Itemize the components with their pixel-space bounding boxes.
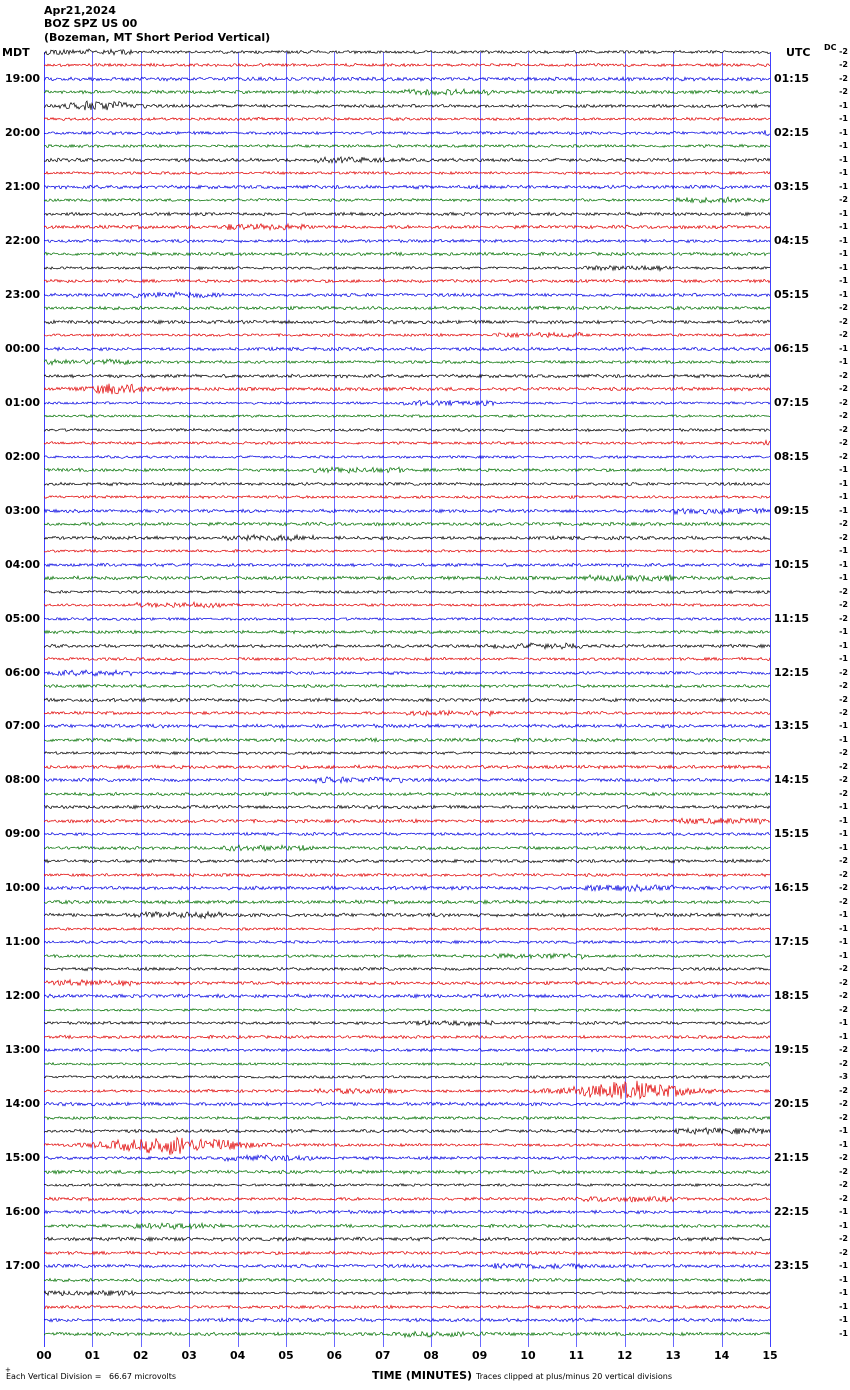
dc-value-label: -1 <box>839 1328 848 1338</box>
dc-value-label: -1 <box>839 1301 848 1311</box>
dc-value-label: -2 <box>839 600 848 610</box>
right-time-label: 19:15 <box>774 1043 810 1057</box>
right-time-label: 01:15 <box>774 71 810 85</box>
left-time-label: 04:00 <box>4 557 40 571</box>
x-axis-ticks <box>36 1349 778 1363</box>
x-tick-label: 08 <box>423 1349 439 1362</box>
dc-value-label: -1 <box>839 923 848 933</box>
dc-value-label: -1 <box>839 505 848 515</box>
right-time-label: 02:15 <box>774 125 810 139</box>
dc-value-label: -1 <box>839 842 848 852</box>
dc-value-label: -1 <box>839 815 848 825</box>
dc-value-label: -2 <box>839 1180 848 1190</box>
right-time-label: 11:15 <box>774 611 810 625</box>
dc-value-label: -2 <box>839 1085 848 1095</box>
x-tick-label: 07 <box>375 1349 391 1362</box>
dc-value-label: -2 <box>839 1153 848 1163</box>
dc-value-label: -2 <box>839 1004 848 1014</box>
dc-value-label: -2 <box>839 532 848 542</box>
dc-value-label: -1 <box>839 950 848 960</box>
dc-value-label: -1 <box>839 1274 848 1284</box>
dc-value-label: -2 <box>839 384 848 394</box>
left-time-label: 09:00 <box>4 827 40 841</box>
dc-value-label: -1 <box>839 478 848 488</box>
left-time-label: 15:00 <box>4 1151 40 1165</box>
dc-value-label: -1 <box>839 1261 848 1271</box>
dc-value-label: -1 <box>839 1220 848 1230</box>
left-time-label: 11:00 <box>4 935 40 949</box>
right-time-label: 04:15 <box>774 233 810 247</box>
dc-value-label: -1 <box>839 154 848 164</box>
dc-value-label: -2 <box>839 397 848 407</box>
dc-value-label: -2 <box>839 424 848 434</box>
x-tick-label: 00 <box>36 1349 52 1362</box>
dc-value-label: -1 <box>839 235 848 245</box>
x-tick-label: 02 <box>133 1349 149 1362</box>
footer-scale-note: Each Vertical Division = 66.67 microvolts <box>6 1372 177 1381</box>
trace-row <box>44 1321 770 1347</box>
dc-value-label: -2 <box>839 667 848 677</box>
right-time-label: 13:15 <box>774 719 810 733</box>
x-tick-label: 14 <box>713 1349 730 1362</box>
dc-value-label: -1 <box>839 249 848 259</box>
right-time-label: 20:15 <box>774 1097 810 1111</box>
header-description: (Bozeman, MT Short Period Vertical) <box>44 31 271 44</box>
dc-value-label: -2 <box>839 896 848 906</box>
dc-value-label: -2 <box>839 586 848 596</box>
dc-value-label: -1 <box>839 734 848 744</box>
dc-value-label: -1 <box>839 168 848 178</box>
dc-value-label: -2 <box>839 1099 848 1109</box>
dc-value-label: -2 <box>839 303 848 313</box>
dc-value-label: -1 <box>839 559 848 569</box>
right-time-label: 10:15 <box>774 557 810 571</box>
left-time-label: 19:00 <box>4 71 40 85</box>
right-time-label: 03:15 <box>774 179 810 193</box>
dc-value-label: -2 <box>839 788 848 798</box>
dc-value-label: -2 <box>839 451 848 461</box>
left-time-label: 12:00 <box>4 989 40 1003</box>
right-time-label: 07:15 <box>774 395 810 409</box>
trace-plot-area <box>44 52 770 1347</box>
dc-value-label: -1 <box>839 546 848 556</box>
x-tick-label: 09 <box>471 1349 488 1362</box>
left-time-label: 10:00 <box>4 881 40 895</box>
dc-value-label: -1 <box>839 573 848 583</box>
right-time-label: 06:15 <box>774 341 810 355</box>
dc-value-label: -2 <box>839 991 848 1001</box>
left-time-label: 20:00 <box>4 125 40 139</box>
left-time-label: 07:00 <box>4 719 40 733</box>
dc-value-label: -1 <box>839 1207 848 1217</box>
right-time-label: 17:15 <box>774 935 810 949</box>
axis-label-left: MDT <box>2 46 30 59</box>
right-time-label: 15:15 <box>774 827 810 841</box>
x-tick-label: 13 <box>665 1349 681 1362</box>
dc-value-label: -3 <box>839 1072 848 1082</box>
dc-value-label: -1 <box>839 937 848 947</box>
dc-value-label: -1 <box>839 910 848 920</box>
dc-value-label: -1 <box>839 276 848 286</box>
dc-value-label: -2 <box>839 73 848 83</box>
footer-tick-mark: + <box>5 1366 11 1374</box>
dc-value-label: -1 <box>839 1288 848 1298</box>
dc-value-label: -2 <box>839 411 848 421</box>
x-tick-label: 10 <box>520 1349 536 1362</box>
dc-value-label: -1 <box>839 357 848 367</box>
dc-value-label: -2 <box>839 1058 848 1068</box>
dc-value-label: -2 <box>839 883 848 893</box>
dc-value-label: -1 <box>839 640 848 650</box>
dc-value-label: -2 <box>839 519 848 529</box>
dc-value-label: -2 <box>839 370 848 380</box>
dc-value-label: -1 <box>839 802 848 812</box>
dc-value-label: -1 <box>839 289 848 299</box>
left-time-label: 05:00 <box>4 611 40 625</box>
dc-value-label: -1 <box>839 492 848 502</box>
dc-value-label: -2 <box>839 964 848 974</box>
x-tick-label: 05 <box>278 1349 294 1362</box>
dc-value-label: -2 <box>839 1193 848 1203</box>
right-time-label: 14:15 <box>774 773 810 787</box>
right-time-label: 09:15 <box>774 503 810 517</box>
dc-value-label: -1 <box>839 1031 848 1041</box>
dc-value-label: -2 <box>839 748 848 758</box>
dc-value-label: -1 <box>839 627 848 637</box>
right-time-label: 16:15 <box>774 881 810 895</box>
dc-value-label: -1 <box>839 222 848 232</box>
dc-value-label: -2 <box>839 761 848 771</box>
left-time-label: 17:00 <box>4 1259 40 1273</box>
dc-value-label: -1 <box>839 114 848 124</box>
left-time-label: 01:00 <box>4 395 40 409</box>
dc-value-label: -2 <box>839 316 848 326</box>
dc-value-label: -2 <box>839 1166 848 1176</box>
dc-value-label: -1 <box>839 262 848 272</box>
dc-value-label: -1 <box>839 127 848 137</box>
x-tick-label: 03 <box>181 1349 197 1362</box>
dc-value-label: -1 <box>839 141 848 151</box>
dc-value-label: -2 <box>839 1247 848 1257</box>
left-time-label: 06:00 <box>4 665 40 679</box>
dc-value-label: -1 <box>839 829 848 839</box>
dc-value-label: -1 <box>839 181 848 191</box>
dc-value-label: -2 <box>839 1045 848 1055</box>
dc-value-label: -2 <box>839 438 848 448</box>
dc-value-label: -2 <box>839 87 848 97</box>
left-time-label: 22:00 <box>4 233 40 247</box>
x-tick-label: 04 <box>229 1349 246 1362</box>
dc-value-label: -2 <box>839 1234 848 1244</box>
left-time-label: 08:00 <box>4 773 40 787</box>
dc-value-label: -1 <box>839 654 848 664</box>
dc-value-label: -1 <box>839 1315 848 1325</box>
dc-value-label: -1 <box>839 100 848 110</box>
dc-value-label: -2 <box>839 681 848 690</box>
dc-value-label: -2 <box>839 1112 848 1122</box>
dc-value-label: -2 <box>839 60 848 70</box>
dc-value-label: -2 <box>839 856 848 866</box>
left-time-label: 02:00 <box>4 449 40 463</box>
x-tick-label: 06 <box>326 1349 343 1362</box>
dc-value-label: -2 <box>839 707 848 717</box>
right-time-label: 22:15 <box>774 1205 810 1219</box>
dc-value-label: -1 <box>839 1139 848 1149</box>
header-station: BOZ SPZ US 00 <box>44 17 138 30</box>
grid-line-minute-15 <box>770 52 771 1347</box>
left-time-label: 14:00 <box>4 1097 40 1111</box>
axis-label-right: UTC <box>786 46 811 59</box>
left-time-label: 21:00 <box>4 179 40 193</box>
dc-value-label: -2 <box>839 977 848 987</box>
dc-value-label: -2 <box>839 195 848 205</box>
dc-value-label: -1 <box>839 465 848 475</box>
dc-value-label: -2 <box>839 694 848 704</box>
dc-value-label: -2 <box>839 775 848 785</box>
x-tick-label: 15 <box>762 1349 778 1362</box>
dc-value-label: -2 <box>839 613 848 623</box>
right-time-label: 08:15 <box>774 449 810 463</box>
dc-value-label: -1 <box>839 1126 848 1136</box>
axis-label-dc: DC <box>824 43 837 52</box>
dc-value-label: -2 <box>839 330 848 340</box>
left-time-label: 13:00 <box>4 1043 40 1057</box>
x-tick-label: 01 <box>84 1349 101 1362</box>
left-time-label: 16:00 <box>4 1205 40 1219</box>
right-time-label: 12:15 <box>774 665 810 679</box>
x-tick-label: 12 <box>617 1349 633 1362</box>
dc-value-label: -2 <box>839 47 848 56</box>
x-tick-label: 11 <box>568 1349 585 1362</box>
left-time-label: 23:00 <box>4 287 40 301</box>
dc-value-label: -2 <box>839 869 848 879</box>
dc-value-label: -1 <box>839 1018 848 1028</box>
dc-value-label: -1 <box>839 208 848 218</box>
right-time-label: 18:15 <box>774 989 810 1003</box>
header-date: Apr21,2024 <box>44 4 116 17</box>
dc-value-label: -1 <box>839 721 848 731</box>
right-time-label: 21:15 <box>774 1151 810 1165</box>
x-axis-title: TIME (MINUTES) <box>372 1369 473 1382</box>
footer-clip-note: Traces clipped at plus/minus 20 vertical divisions <box>476 1372 673 1381</box>
left-time-label: 00:00 <box>4 341 40 355</box>
left-time-label: 03:00 <box>4 503 40 517</box>
dc-value-label: -1 <box>839 343 848 353</box>
right-time-label: 05:15 <box>774 287 810 301</box>
right-time-label: 23:15 <box>774 1259 810 1273</box>
